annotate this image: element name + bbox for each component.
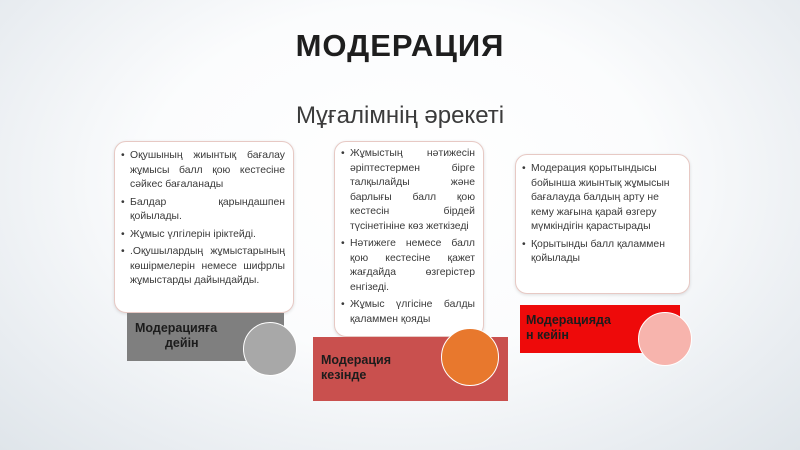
stage-during-circle <box>441 328 499 386</box>
list-item: • Нәтижеге немесе балл қою кестесіне қажет жағдайда өзгерістер енгізеді. <box>341 237 475 295</box>
slide-subtitle: Мұғалімнің әрекеті <box>295 102 505 129</box>
list-item: • .Оқушылардың жұмыстарының көшірмелерін немесе шифрлы жұмыстарды дайындайды. <box>121 245 285 289</box>
list-item: • Жұмыстың нәтижесін әріптестермен бірге талқылайды және барлығы балл қою кестесін бірдей түсінетініне көз жеткізеді <box>341 147 475 234</box>
stage-before-card <box>114 141 294 313</box>
list-item: • Жұмыс үлгісіне балды қаламмен қояды <box>341 298 475 327</box>
list-item: • Оқушының жиынтық бағалау жұмысы балл қою кестесіне сәйкес бағаланады <box>121 149 285 193</box>
stage-before-list <box>121 149 285 289</box>
stage-before-circle <box>243 322 297 376</box>
stage-before-label-line: Модерацияға <box>135 321 218 335</box>
list-item: • Қорытынды балл қаламмен қойылады <box>522 238 681 267</box>
stage-during-card <box>334 141 484 337</box>
stage-after-circle <box>638 312 692 366</box>
stage-during-list <box>341 147 475 327</box>
stage-after-list <box>522 162 681 267</box>
stage-after-card <box>515 154 690 294</box>
list-item: • Балдар қарындашпен қойылады. <box>121 196 285 225</box>
slide-title: МОДЕРАЦИЯ <box>295 28 505 63</box>
stage-before-label-line: дейін <box>165 336 199 350</box>
stage-during-label-line: кезінде <box>321 368 367 382</box>
stage-after-label-line: Модерацияда <box>526 313 611 327</box>
list-item: • Модерация қорытындысы бойынша жиынтық жұмысын бағалауда балдың арту не кему жағына қарай өзгеру мүмкіндігін қарастырады <box>522 162 681 235</box>
stage-after-label-line: н кейін <box>526 328 569 342</box>
list-item: • Жұмыс үлгілерін іріктейді. <box>121 228 285 243</box>
stage-during-label-line: Модерация <box>321 353 392 367</box>
